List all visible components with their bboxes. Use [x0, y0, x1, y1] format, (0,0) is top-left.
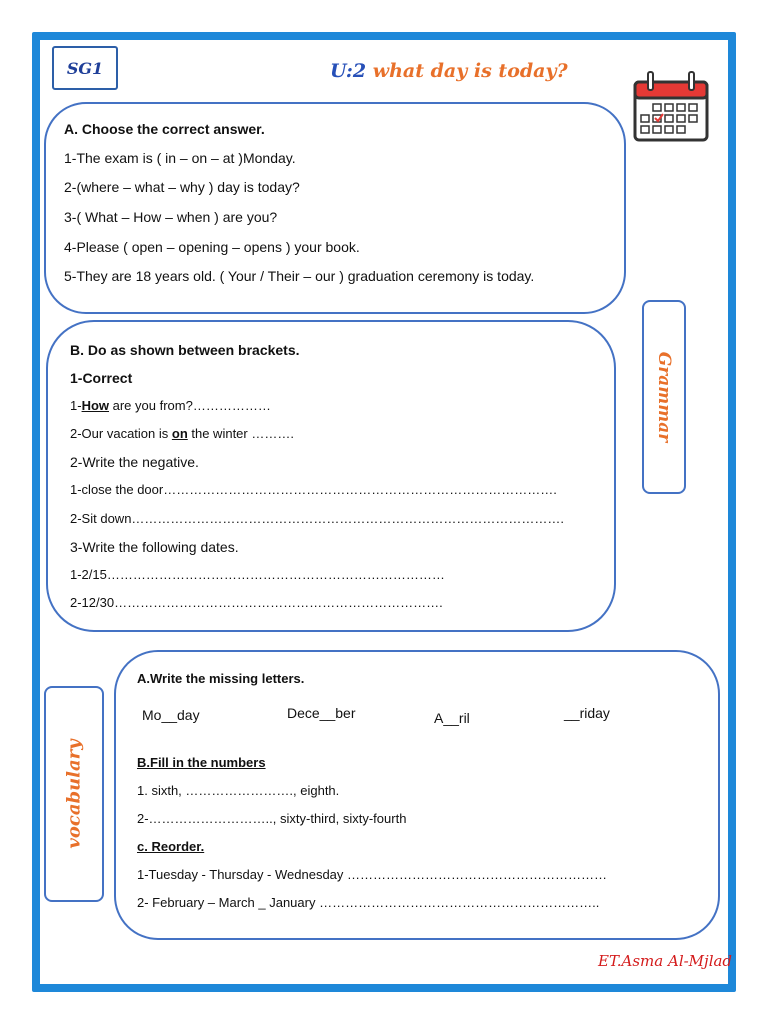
teacher-signature: ET.Asma Al-Mjlad — [598, 952, 733, 970]
correct-q1-pre: 1- — [70, 398, 82, 413]
missing-letters-heading: A.Write the missing letters. — [137, 671, 305, 686]
negative-q2: 2-Sit down………………………………………………………………………………………. — [70, 511, 565, 526]
correct-q1 — [70, 398, 271, 413]
missing-word-4: __riday — [564, 705, 610, 721]
section-a-item-1: 1-The exam is ( in – on – at )Monday. — [64, 150, 296, 166]
calendar-icon — [632, 70, 710, 144]
section-a-heading: A. Choose the correct answer. — [64, 121, 265, 137]
correct-q2-post: the winter ………. — [187, 426, 294, 441]
correct-q2-pre: 2-Our vacation is — [70, 426, 172, 441]
dates-q2: 2-12/30…………………………………………………………………. — [70, 595, 443, 610]
missing-word-1: Mo__day — [142, 707, 200, 723]
numbers-q1: 1. sixth, ……………………., eighth. — [137, 783, 340, 798]
numbers-q2: 2-……………………….., sixty-third, sixty-fourth — [137, 811, 407, 826]
sg-code-box — [52, 46, 118, 90]
correct-q2 — [70, 426, 294, 441]
grammar-label: Grammar — [654, 351, 674, 443]
correct-q2-mark: on — [171, 426, 188, 441]
negative-label: 2-Write the negative. — [70, 454, 199, 470]
dates-q1: 1-2/15…………………………………………………………………… — [70, 567, 445, 582]
unit-title-text: what day is today? — [372, 60, 568, 82]
dates-label: 3-Write the following dates. — [70, 539, 239, 555]
reorder-heading: c. Reorder. — [137, 839, 205, 854]
grammar-label-box — [642, 300, 686, 494]
section-b-heading: B. Do as shown between brackets. — [70, 342, 300, 358]
section-a-item-2: 2-(where – what – why ) day is today? — [64, 179, 300, 195]
correct-q1-mark: How — [81, 398, 110, 413]
section-b-panel — [46, 320, 616, 632]
section-a-item-3: 3-( What – How – when ) are you? — [64, 209, 278, 225]
vocabulary-label: vocabulary — [63, 739, 85, 849]
reorder-q2: 2- February – March _ January ……………………………………………………….. — [137, 895, 600, 910]
section-a-item-4: 4-Please ( open – opening – opens ) your book. — [64, 239, 360, 255]
section-a-item-5: 5-They are 18 years old. ( Your / Their – our ) graduation ceremony is today. — [64, 268, 535, 284]
reorder-q1: 1-Tuesday - Thursday - Wednesday …………………………………………………… — [137, 867, 608, 882]
vocabulary-label-box — [44, 686, 104, 902]
negative-q1: 1-close the door………………………………………………………………………………. — [70, 482, 557, 497]
missing-word-2: Dece__ber — [287, 705, 356, 721]
numbers-heading: B.Fill in the numbers — [137, 755, 266, 770]
unit-number: U:2 — [330, 60, 367, 82]
unit-title — [330, 60, 568, 82]
correct-q1-post: are you from?……………… — [109, 398, 271, 413]
correct-label: 1-Correct — [70, 370, 133, 386]
sg-code: SG1 — [66, 58, 104, 78]
missing-word-3: A__ril — [434, 710, 470, 726]
